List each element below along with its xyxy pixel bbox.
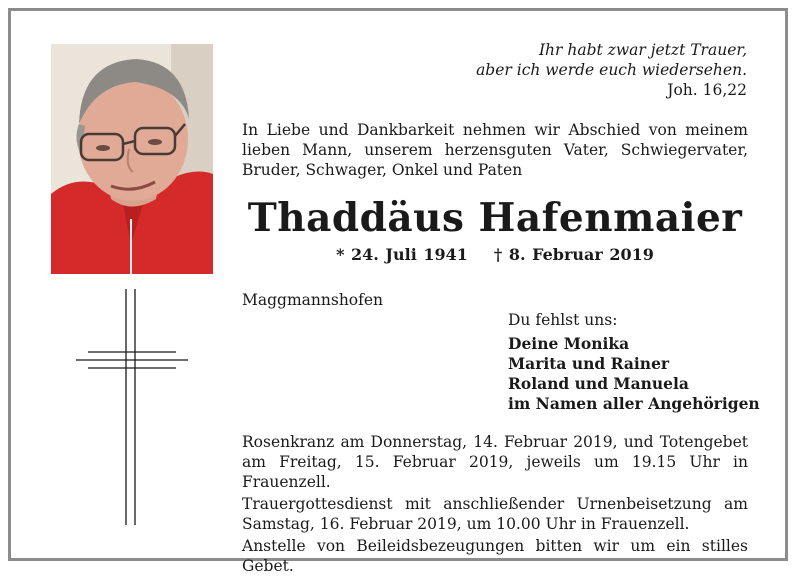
mourner-name: im Namen aller Angehörigen <box>508 394 760 413</box>
deceased-name: Thaddäus Hafenmaier <box>247 195 743 241</box>
service-info <box>242 432 748 578</box>
prayer-request: Anstelle von Beileidsbezeugungen bitten wir um ein stilles Gebet. <box>242 537 748 575</box>
quote-line-1: Ihr habt zwar jetzt Trauer, <box>538 41 747 59</box>
quote-source: Joh. 16,22 <box>667 81 747 99</box>
place-name: Maggmannshofen <box>242 291 384 309</box>
bible-quote <box>476 40 747 100</box>
mourner-name: Deine Monika <box>508 334 630 353</box>
birth-date: * 24. Juli 1941 <box>336 245 468 264</box>
quote-line-2: aber ich werde euch wiedersehen. <box>476 61 747 79</box>
mourners-list <box>508 334 760 414</box>
mourners-block <box>508 310 760 414</box>
life-dates <box>242 245 748 265</box>
mourner-name: Marita und Rainer <box>508 354 670 373</box>
mourners-heading: Du fehlst uns: <box>508 311 618 329</box>
funeral-notice: Trauergottesdienst mit anschließender Urnenbeisetzung am Samstag, 16. Februar 2019, um 10.00 Uhr in Frauenzell. <box>242 495 748 533</box>
mourner-name: Roland und Manuela <box>508 374 689 393</box>
intro-text: In Liebe und Dankbarkeit nehmen wir Abschied von meinem lieben Mann, unserem herzensguten Vater, Schwiegervater, Bruder, Schwager, Onkel und Paten <box>242 121 748 179</box>
death-date: † 8. Februar 2019 <box>493 245 654 264</box>
cross-icon <box>70 285 195 530</box>
portrait-photo <box>51 44 213 274</box>
rosary-notice: Rosenkranz am Donnerstag, 14. Februar 2019, und Totengebet am Freitag, 15. Februar 2019, jeweils um 19.15 Uhr in Frauenzell. <box>242 433 748 491</box>
